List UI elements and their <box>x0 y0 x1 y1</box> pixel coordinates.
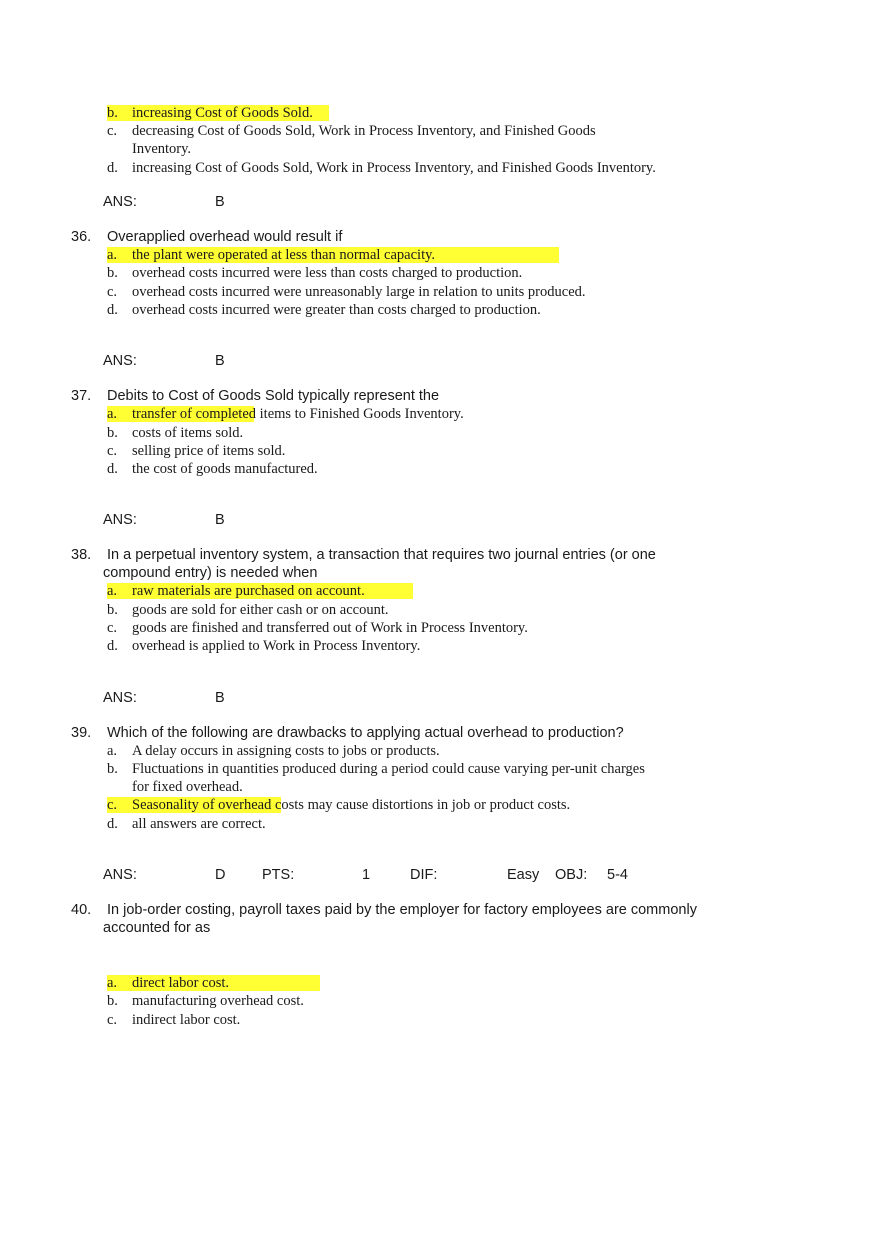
difficulty-value: Easy <box>507 867 540 883</box>
answer-value: B <box>215 690 225 706</box>
option-d: d. the cost of goods manufactured. <box>107 461 318 477</box>
option-b: b. goods are sold for either cash or on account. <box>107 602 389 618</box>
question-40: 40. In job-order costing, payroll taxes paid by the employer for factory employees are commonly <box>71 902 697 918</box>
option-c: c. goods are finished and transferred out of Work in Process Inventory. <box>107 620 528 636</box>
answer-value: B <box>215 194 225 210</box>
option-d: d. overhead costs incurred were greater than costs charged to production. <box>107 302 541 318</box>
difficulty-label: DIF: <box>410 867 438 883</box>
points-value: 1 <box>362 867 371 883</box>
option-a: a. raw materials are purchased on account. <box>107 583 365 599</box>
points-label: PTS: <box>262 867 295 883</box>
question-40-continuation: accounted for as <box>103 920 211 936</box>
option-a: a. direct labor cost. <box>107 975 230 991</box>
option-c: c. Seasonality of overhead costs may cause distortions in job or product costs. <box>107 797 571 813</box>
answer-label: ANS: <box>103 690 137 706</box>
option-d: d. all answers are correct. <box>107 816 266 832</box>
answer-label: ANS: <box>103 194 137 210</box>
objective-label: OBJ: <box>555 867 588 883</box>
question-37: 37. Debits to Cost of Goods Sold typically represent the <box>71 388 440 404</box>
option-b: b. costs of items sold. <box>107 425 244 441</box>
question-39: 39. Which of the following are drawbacks to applying actual overhead to production? <box>71 725 624 741</box>
option-a: a. A delay occurs in assigning costs to jobs or products. <box>107 743 440 759</box>
option-c: c. overhead costs incurred were unreasonably large in relation to units produced. <box>107 284 586 300</box>
option-a: a. transfer of completed items to Finished Goods Inventory. <box>107 406 464 422</box>
option-b: b. Fluctuations in quantities produced during a period could cause varying per-unit charges <box>107 761 645 777</box>
question-38: 38. In a perpetual inventory system, a transaction that requires two journal entries (or one <box>71 547 656 563</box>
answer-label: ANS: <box>103 512 137 528</box>
option-b: b. manufacturing overhead cost. <box>107 993 304 1009</box>
answer-value: B <box>215 512 225 528</box>
answer-label: ANS: <box>103 353 137 369</box>
option-b-continuation: for fixed overhead. <box>132 779 243 795</box>
option-c-continuation: Inventory. <box>132 141 192 157</box>
option-c: c. indirect labor cost. <box>107 1012 241 1028</box>
question-36: 36. Overapplied overhead would result if <box>71 229 343 245</box>
option-a: a. the plant were operated at less than normal capacity. <box>107 247 436 263</box>
option-d: d. overhead is applied to Work in Process Inventory. <box>107 638 421 654</box>
answer-label: ANS: <box>103 867 137 883</box>
option-b: b. overhead costs incurred were less than costs charged to production. <box>107 265 523 281</box>
objective-value: 5-4 <box>607 867 628 883</box>
option-c: c. decreasing Cost of Goods Sold, Work in Process Inventory, and Finished Goods <box>107 123 596 139</box>
question-38-continuation: compound entry) is needed when <box>103 565 318 581</box>
option-d: d. increasing Cost of Goods Sold, Work in Process Inventory, and Finished Goods Inventory. <box>107 160 656 176</box>
answer-value: D <box>215 867 226 883</box>
option-c: c. selling price of items sold. <box>107 443 286 459</box>
answer-value: B <box>215 353 225 369</box>
option-b: b. increasing Cost of Goods Sold. <box>107 105 313 121</box>
